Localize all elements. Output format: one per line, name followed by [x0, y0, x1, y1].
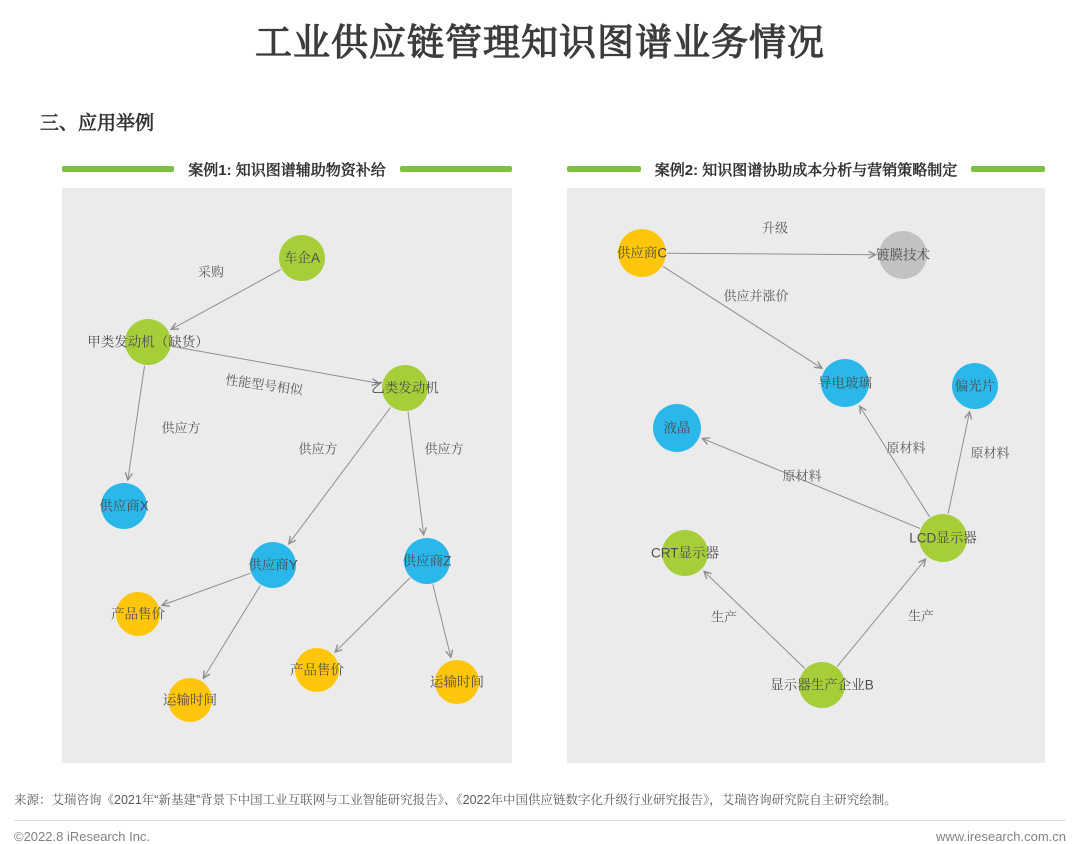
- graph-edge-label-lcd-display-polarizer: 原材料: [970, 445, 1010, 461]
- graph-node-label-engine-a-out-of-stock: 甲类发动机（缺货）: [87, 334, 209, 350]
- footer-row: [14, 829, 1066, 844]
- graph-node-label-supplier-y: 供应商Y: [248, 557, 298, 573]
- case-2-title: 案例2: 知识图谱协助成本分析与营销策略制定: [654, 161, 958, 179]
- graph-edge-car-company-a-engine-a-out-of-stock: [172, 269, 281, 329]
- graph-edge-engine-b-supplier-z: [408, 412, 424, 534]
- graph-edge-label-supplier-c-coating-technology: 升级: [761, 220, 789, 236]
- graph-edge-label-display-manufacturer-b-crt-display: 生产: [710, 609, 738, 625]
- graph-node-label-engine-b: 乙类发动机: [371, 380, 439, 396]
- graph-node-label-product-price-1: 产品售价: [111, 606, 165, 622]
- graph-edge-supplier-y-product-price-1: [162, 573, 250, 605]
- footer-divider: [14, 820, 1066, 821]
- graph-edge-label-lcd-display-liquid-crystal: 原材料: [782, 468, 822, 484]
- graph-edge-label-engine-a-out-of-stock-supplier-x: 供应方: [161, 420, 201, 436]
- graph-edge-supplier-c-conductive-glass: [663, 266, 821, 367]
- graph-node-label-display-manufacturer-b: 显示器生产企业B: [770, 677, 874, 693]
- case-1: [62, 159, 512, 763]
- graph-edge-engine-b-supplier-y: [289, 407, 391, 543]
- source-note: 来源：艾瑞咨询《2021年“新基建”背景下中国工业互联网与工业智能研究报告》、《2022年中国供应链数字化升级行业研究报告》，艾瑞咨询研究院自主研究绘制。: [14, 793, 897, 807]
- case-2-header: [567, 159, 1045, 179]
- case-1-header: [62, 159, 512, 179]
- graph-node-label-polarizer: 偏光片: [954, 378, 996, 394]
- graph-edge-label-car-company-a-engine-a-out-of-stock: 采购: [197, 264, 225, 280]
- graph-node-label-product-price-2: 产品售价: [290, 662, 344, 678]
- header-accent-bar-left: [567, 166, 641, 172]
- graph-node-label-supplier-c: 供应商C: [616, 245, 668, 261]
- graph-edge-lcd-display-polarizer: [948, 412, 969, 513]
- graph-node-label-shipping-time-1: 运输时间: [163, 692, 217, 708]
- case-2: [567, 159, 1045, 763]
- graph-edge-label-engine-b-supplier-y: 供应方: [298, 441, 338, 457]
- knowledge-graph-case-1: [62, 188, 512, 763]
- graph-edge-supplier-z-shipping-time-2: [433, 584, 451, 656]
- graph-node-label-conductive-glass: 导电玻璃: [818, 375, 872, 391]
- graph-node-label-lcd-display: LCD显示器: [909, 530, 977, 546]
- graph-edge-label-engine-b-supplier-z: 供应方: [424, 441, 464, 457]
- graph-edge-supplier-c-coating-technology: [667, 253, 875, 255]
- case-1-graph-panel: [62, 188, 512, 763]
- case-1-title: 案例1: 知识图谱辅助物资补给: [188, 161, 386, 179]
- header-accent-bar-left: [62, 166, 174, 172]
- header-accent-bar-right: [971, 166, 1045, 172]
- copyright-text: ©2022.8 iResearch Inc.: [14, 828, 151, 844]
- website-link[interactable]: www.iresearch.com.cn: [935, 828, 1066, 844]
- page-title: 工业供应链管理知识图谱业务情况: [255, 22, 825, 63]
- graph-edge-label-engine-a-out-of-stock-engine-b: 性能型号相似: [224, 372, 304, 398]
- graph-node-label-liquid-crystal: 液晶: [663, 420, 691, 436]
- section-heading: 三、应用举例: [40, 113, 155, 134]
- graph-edge-engine-a-out-of-stock-engine-b: [172, 346, 379, 383]
- cases-row: [62, 159, 1080, 763]
- graph-node-label-crt-display: CRT显示器: [650, 545, 720, 561]
- graph-edge-supplier-y-shipping-time-1: [204, 585, 261, 677]
- graph-node-label-car-company-a: 车企A: [283, 250, 321, 266]
- graph-node-label-supplier-z: 供应商Z: [402, 553, 452, 569]
- knowledge-graph-case-2: [567, 188, 1045, 763]
- graph-edge-lcd-display-conductive-glass: [860, 407, 930, 517]
- header-accent-bar-right: [400, 166, 512, 172]
- graph-node-label-coating-technology: 镀膜技术: [876, 247, 930, 263]
- graph-edge-label-lcd-display-conductive-glass: 原材料: [886, 440, 926, 456]
- graph-edge-supplier-z-product-price-2: [335, 578, 409, 652]
- graph-edge-label-supplier-c-conductive-glass: 供应并涨价: [723, 288, 789, 304]
- graph-node-label-supplier-x: 供应商X: [99, 498, 149, 514]
- graph-edge-label-display-manufacturer-b-lcd-display: 生产: [907, 608, 935, 624]
- graph-edge-engine-a-out-of-stock-supplier-x: [128, 366, 145, 480]
- graph-node-label-shipping-time-2: 运输时间: [430, 674, 484, 690]
- case-2-graph-panel: [567, 188, 1045, 763]
